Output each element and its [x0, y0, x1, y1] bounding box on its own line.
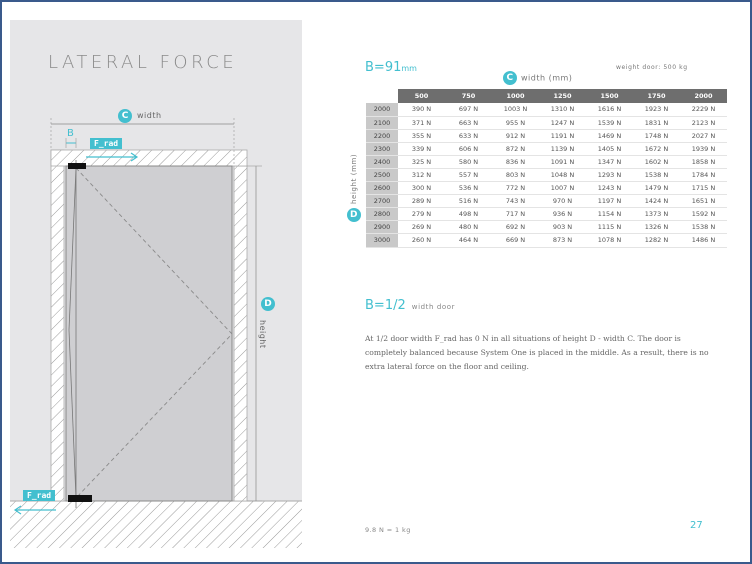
- frad-top-label: F_rad: [90, 138, 122, 149]
- column-header: 1250: [539, 89, 586, 103]
- b-value-title: [365, 60, 417, 75]
- table-cell: 1048 N: [539, 168, 586, 181]
- table-cell: 279 N: [398, 208, 445, 221]
- table-cell: 1347 N: [586, 155, 633, 168]
- table-cell: 1326 N: [633, 221, 680, 234]
- row-header-height: 2100: [366, 116, 398, 129]
- table-cell: 772 N: [492, 182, 539, 195]
- row-header-height: 2900: [366, 221, 398, 234]
- b-number: =91: [373, 60, 402, 75]
- table-cell: 669 N: [492, 234, 539, 247]
- table-cell: 498 N: [445, 208, 492, 221]
- table-cell: 697 N: [445, 103, 492, 116]
- table-cell: 1538 N: [680, 221, 727, 234]
- table-cell: 1469 N: [586, 129, 633, 142]
- table-cell: 1538 N: [633, 168, 680, 181]
- b-unit: mm: [401, 64, 417, 73]
- table-cell: 936 N: [539, 208, 586, 221]
- width-badge: C: [118, 109, 132, 123]
- table-cell: 371 N: [398, 116, 445, 129]
- half-width-title: [365, 298, 455, 313]
- table-cell: 1007 N: [539, 182, 586, 195]
- table-cell: 872 N: [492, 142, 539, 155]
- table-cell: 970 N: [539, 195, 586, 208]
- left-jamb: [51, 150, 64, 501]
- half-value: =1/2: [373, 298, 406, 313]
- table-row: [366, 168, 727, 181]
- half-b-letter: B: [365, 298, 374, 313]
- table-cell: 1282 N: [633, 234, 680, 247]
- table-row: [366, 129, 727, 142]
- table-cell: 2123 N: [680, 116, 727, 129]
- row-header-height: 2700: [366, 195, 398, 208]
- table-cell: 955 N: [492, 116, 539, 129]
- b-label: B: [67, 128, 75, 139]
- page-title: LATERAL FORCE: [48, 52, 238, 73]
- table-cell: 663 N: [445, 116, 492, 129]
- row-header-height: 2300: [366, 142, 398, 155]
- table-row: [366, 182, 727, 195]
- table-cell: 912 N: [492, 129, 539, 142]
- table-cell: 692 N: [492, 221, 539, 234]
- table-cell: 1784 N: [680, 168, 727, 181]
- column-header: 2000: [680, 89, 727, 103]
- table-row: [366, 208, 727, 221]
- weight-door-label: weight door: 500 kg: [616, 64, 688, 71]
- row-header-height: 2500: [366, 168, 398, 181]
- table-cell: 1373 N: [633, 208, 680, 221]
- table-cell: 2229 N: [680, 103, 727, 116]
- table-cell: 1154 N: [586, 208, 633, 221]
- table-cell: 1191 N: [539, 129, 586, 142]
- table-cell: 1115 N: [586, 221, 633, 234]
- table-cell: 1858 N: [680, 155, 727, 168]
- table-cell: 1592 N: [680, 208, 727, 221]
- frad-bottom-label: F_rad: [23, 490, 55, 501]
- table-cell: 903 N: [539, 221, 586, 234]
- table-cell: 312 N: [398, 168, 445, 181]
- column-header: 1000: [492, 89, 539, 103]
- width-caption-badge: C: [503, 71, 517, 85]
- table-cell: 2027 N: [680, 129, 727, 142]
- table-cell: 1003 N: [492, 103, 539, 116]
- table-row: [366, 195, 727, 208]
- table-cell: 464 N: [445, 234, 492, 247]
- bottom-pivot: [68, 495, 92, 502]
- width-caption: [503, 71, 572, 85]
- table-cell: 1247 N: [539, 116, 586, 129]
- door-diagram: [10, 20, 302, 548]
- table-row: [366, 155, 727, 168]
- table-row: [366, 234, 727, 247]
- table-cell: 1405 N: [586, 142, 633, 155]
- table-cell: 325 N: [398, 155, 445, 168]
- half-width-description: At 1/2 door width F_rad has 0 N in all situations of height D - width C. The door is completely balanced because System One is placed in the middle. As a result, there is no extra lateral force on the floor and ceiling.: [365, 334, 709, 371]
- column-header: 1750: [633, 89, 680, 103]
- table-cell: 1923 N: [633, 103, 680, 116]
- table-row: [366, 116, 727, 129]
- table-cell: 1539 N: [586, 116, 633, 129]
- column-header: 500: [398, 89, 445, 103]
- height-label: height: [258, 320, 267, 349]
- table-cell: 390 N: [398, 103, 445, 116]
- lateral-force-panel: [10, 20, 302, 548]
- table-cell: 1672 N: [633, 142, 680, 155]
- table-cell: 717 N: [492, 208, 539, 221]
- column-header: 1500: [586, 89, 633, 103]
- table-cell: 1310 N: [539, 103, 586, 116]
- row-header-height: 2000: [366, 103, 398, 116]
- table-cell: 1748 N: [633, 129, 680, 142]
- table-cell: 536 N: [445, 182, 492, 195]
- height-badge: D: [261, 297, 275, 311]
- half-subtitle: width door: [411, 303, 456, 311]
- row-header-height: 2600: [366, 182, 398, 195]
- table-row: [366, 142, 727, 155]
- table-corner: [366, 89, 398, 103]
- table-cell: 1091 N: [539, 155, 586, 168]
- table-cell: 580 N: [445, 155, 492, 168]
- table-cell: 1243 N: [586, 182, 633, 195]
- table-cell: 1602 N: [633, 155, 680, 168]
- table-cell: 269 N: [398, 221, 445, 234]
- unit-footnote: 9.8 N = 1 kg: [365, 526, 411, 534]
- table-cell: 633 N: [445, 129, 492, 142]
- table-body: [366, 103, 727, 247]
- right-jamb: [234, 166, 247, 501]
- table-cell: 339 N: [398, 142, 445, 155]
- b-letter: B: [365, 60, 374, 75]
- table-cell: 1939 N: [680, 142, 727, 155]
- table-cell: 873 N: [539, 234, 586, 247]
- height-caption-badge: D: [347, 208, 361, 222]
- row-header-height: 2200: [366, 129, 398, 142]
- table-row: [366, 103, 727, 116]
- width-label: width: [137, 111, 162, 120]
- floor-hatch: [10, 501, 302, 548]
- table-cell: 1078 N: [586, 234, 633, 247]
- table-cell: 289 N: [398, 195, 445, 208]
- width-caption-text: width (mm): [521, 73, 573, 83]
- table-cell: 1293 N: [586, 168, 633, 181]
- table-cell: 516 N: [445, 195, 492, 208]
- row-header-height: 2800: [366, 208, 398, 221]
- table-cell: 300 N: [398, 182, 445, 195]
- table-cell: 557 N: [445, 168, 492, 181]
- height-caption-text: height (mm): [350, 153, 358, 204]
- table-cell: 1424 N: [633, 195, 680, 208]
- table-header-row: [366, 89, 727, 103]
- table-cell: 836 N: [492, 155, 539, 168]
- page-number: 27: [690, 520, 703, 531]
- table-cell: 1715 N: [680, 182, 727, 195]
- table-cell: 1486 N: [680, 234, 727, 247]
- table-cell: 355 N: [398, 129, 445, 142]
- table-cell: 1616 N: [586, 103, 633, 116]
- table-cell: 606 N: [445, 142, 492, 155]
- table-cell: 1651 N: [680, 195, 727, 208]
- table-cell: 1831 N: [633, 116, 680, 129]
- table-cell: 480 N: [445, 221, 492, 234]
- table-cell: 1197 N: [586, 195, 633, 208]
- row-header-height: 3000: [366, 234, 398, 247]
- table-row: [366, 221, 727, 234]
- lateral-force-table: [366, 89, 727, 248]
- top-pivot: [68, 163, 86, 169]
- table-cell: 1479 N: [633, 182, 680, 195]
- table-cell: 803 N: [492, 168, 539, 181]
- table-cell: 743 N: [492, 195, 539, 208]
- height-caption: [347, 154, 361, 222]
- table-cell: 1139 N: [539, 142, 586, 155]
- column-header: 750: [445, 89, 492, 103]
- door-leaf: [66, 166, 232, 501]
- row-header-height: 2400: [366, 155, 398, 168]
- table-cell: 260 N: [398, 234, 445, 247]
